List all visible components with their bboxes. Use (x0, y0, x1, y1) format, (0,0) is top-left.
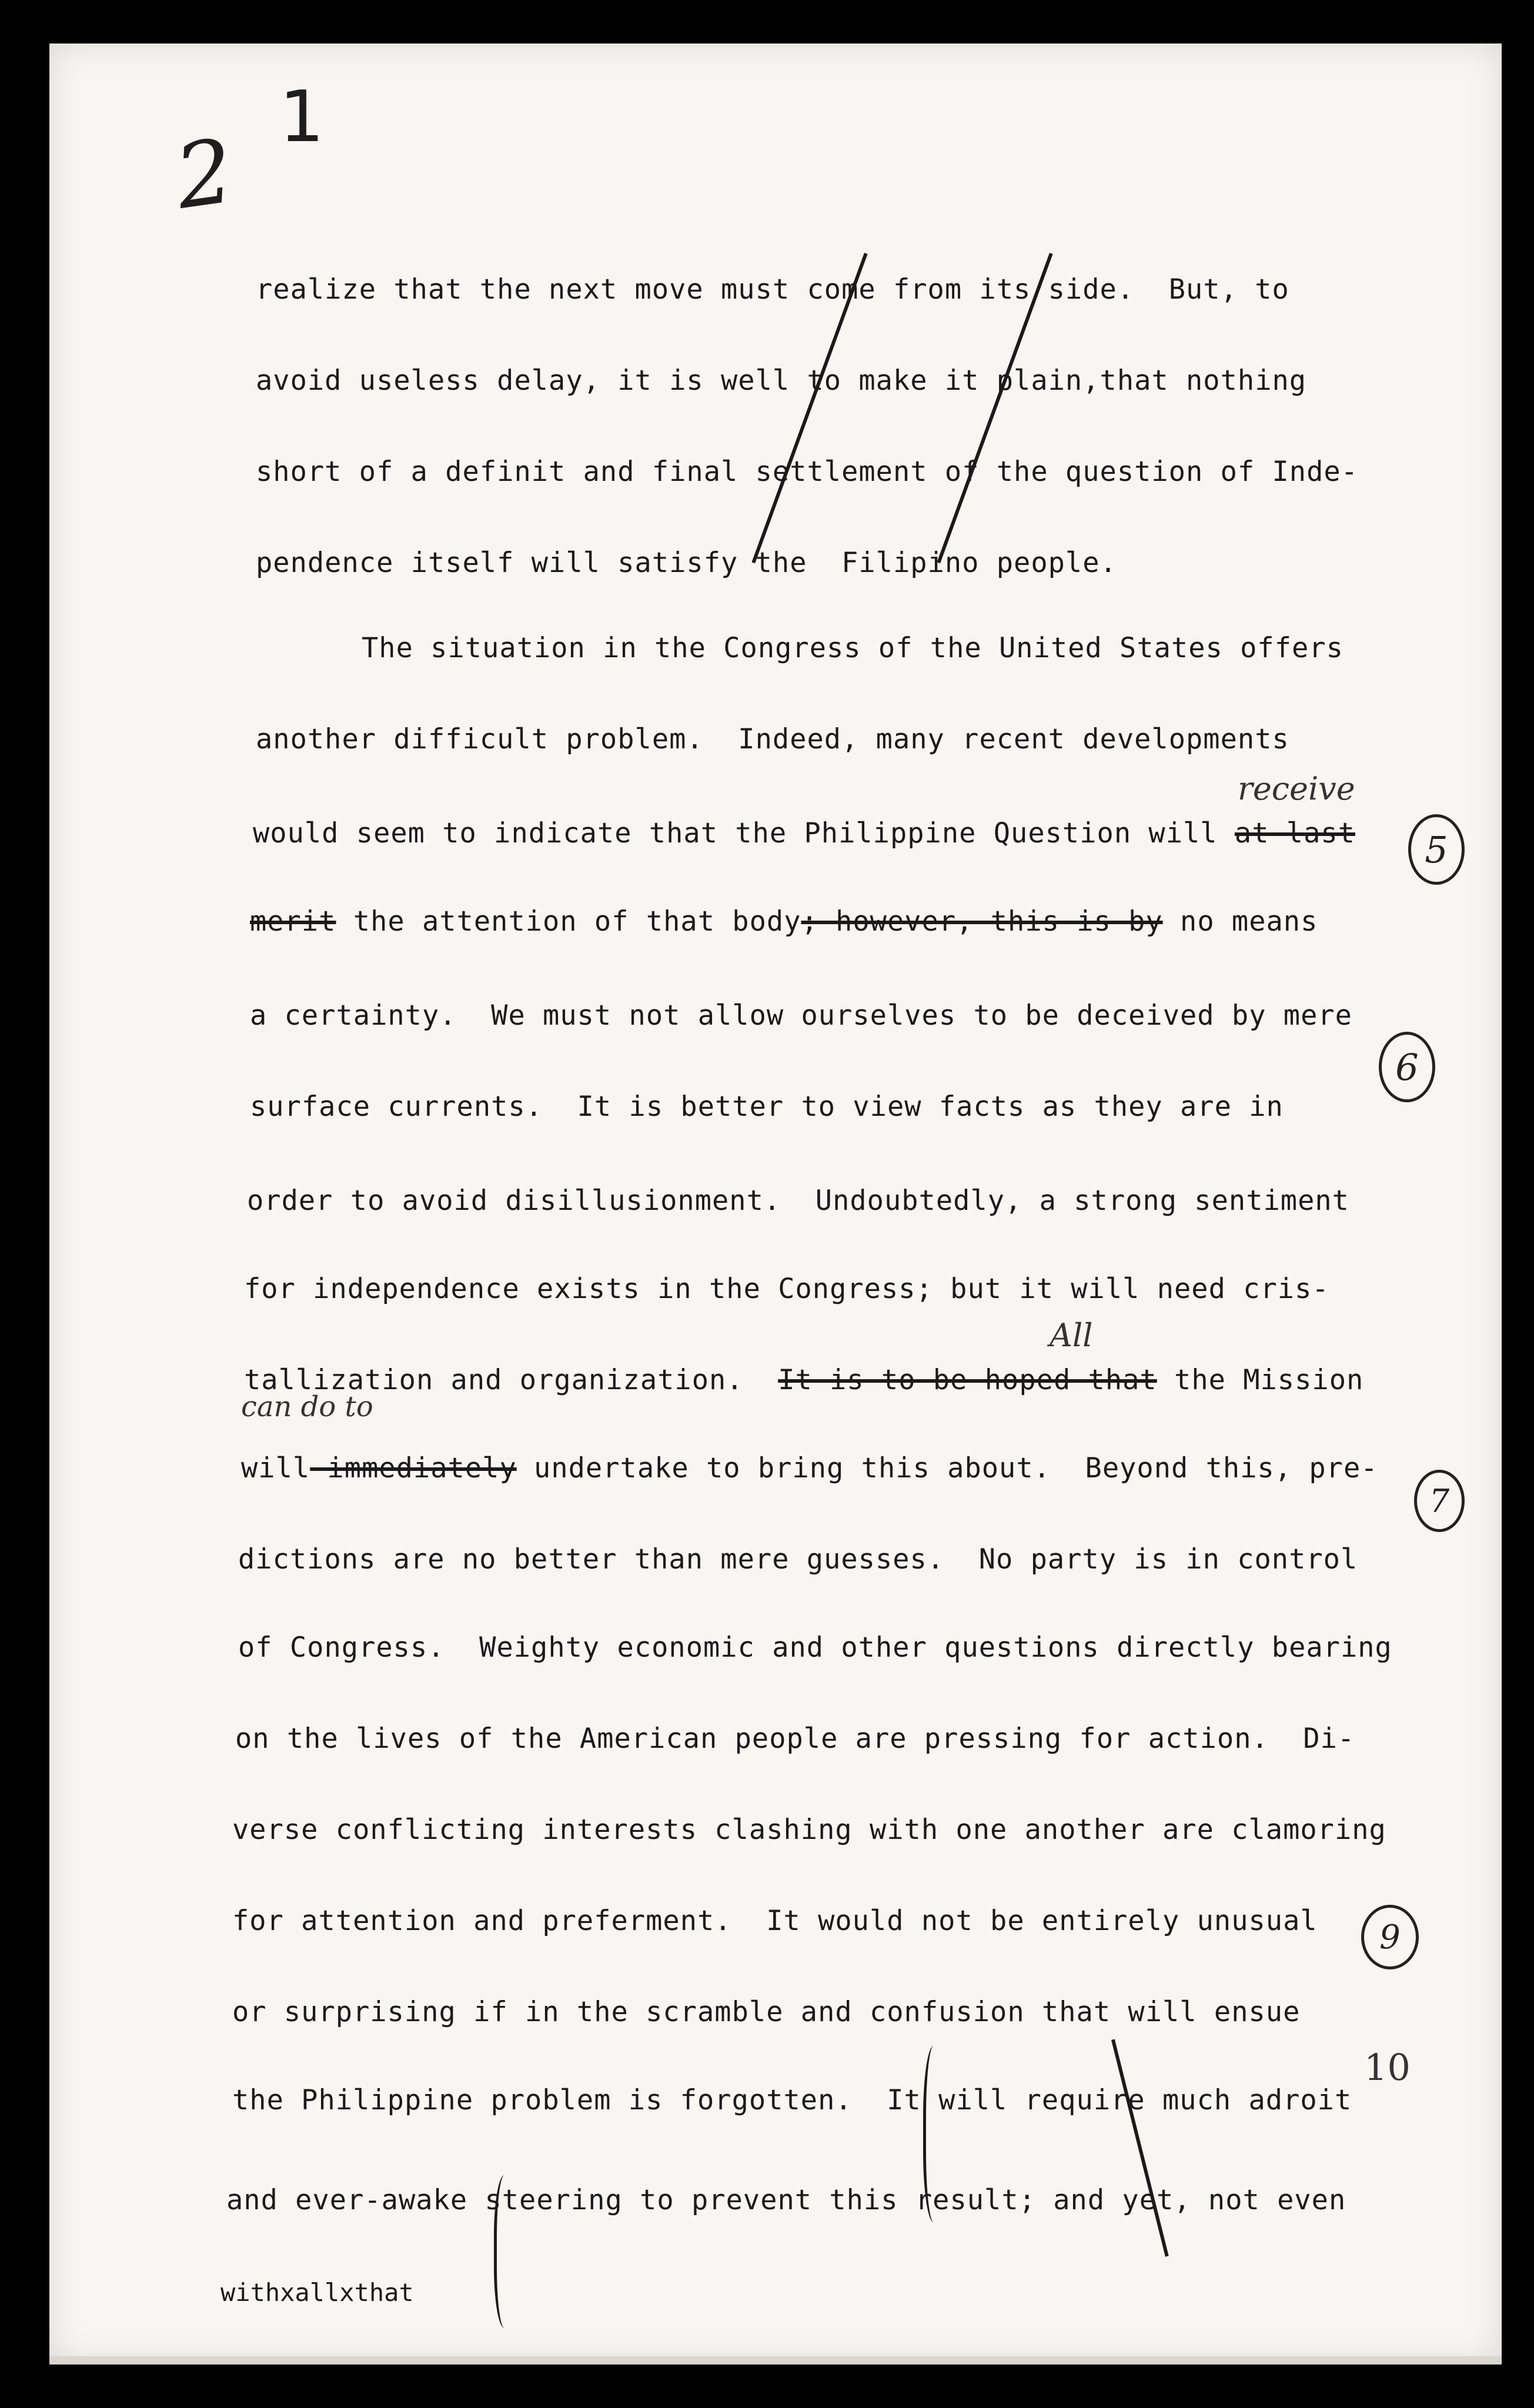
text-line-14-main: will (241, 1452, 310, 1484)
text-line-1: realize that the next move must come from its side. But, to (256, 273, 1289, 306)
struck-however: ; however, this is by (801, 905, 1163, 938)
inserted-receive: receive (1238, 770, 1355, 807)
text-line-11: order to avoid disillusionment. Undoubtedly, a strong sentiment (247, 1185, 1349, 1217)
struck-it-is-hoped: It is to be hoped that (778, 1364, 1157, 1396)
text-line-14-end: undertake to bring this about. Beyond this, pre- (534, 1452, 1378, 1484)
struck-footer-text: withxallxthat (220, 2278, 414, 2307)
inserted-can-do-to: can do to (241, 1390, 373, 1423)
text-line-13-end: the Mission (1174, 1364, 1364, 1396)
text-line-13-main: tallization and organization. (244, 1364, 744, 1396)
page-number: 1 (279, 76, 325, 158)
pen-bracket-1 (494, 2175, 520, 2328)
text-line-5: The situation in the Congress of the United States offers (362, 632, 1343, 664)
circled-number-9: 9 (1361, 1905, 1419, 1969)
text-line-7 (253, 817, 1355, 850)
struck-immediately: immediately (310, 1452, 517, 1484)
text-line-17: on the lives of the American people are pressing for action. Di- (235, 1723, 1355, 1755)
text-line-21: the Philippine problem is forgotten. It will require much adroit (232, 2084, 1352, 2116)
text-line-3: short of a definit and final settlement of the question of Inde- (256, 456, 1358, 488)
text-line-6: another difficult problem. Indeed, many recent developments (256, 723, 1289, 755)
text-line-9: a certainty. We must not allow ourselves to be deceived by mere (250, 999, 1352, 1032)
text-line-14 (241, 1452, 1378, 1484)
text-line-22: and ever-awake steering to prevent this result; and yet, not even (226, 2184, 1346, 2216)
circled-number-6: 6 (1379, 1032, 1435, 1102)
struck-merit: merit (250, 905, 336, 938)
handwritten-page-mark: 2 (169, 120, 240, 229)
pen-bracket-2 (923, 2046, 950, 2222)
text-line-18: verse conflicting interests clashing with one another are clamoring (232, 1814, 1386, 1846)
text-line-12: for independence exists in the Congress; but it will need cris- (244, 1273, 1329, 1305)
text-line-13 (244, 1364, 1363, 1396)
text-line-16: of Congress. Weighty economic and other questions directly bearing (238, 1631, 1392, 1664)
text-line-8 (250, 905, 1318, 938)
text-line-2: avoid useless delay, it is well to make it plain,that nothing (256, 364, 1307, 397)
text-line-8-end: no means (1180, 905, 1318, 938)
circled-number-5: 5 (1408, 814, 1465, 885)
text-line-10: surface currents. It is better to view facts as they are in (250, 1091, 1284, 1123)
circled-number-7: 7 (1414, 1470, 1465, 1532)
handwritten-number-10: 10 (1364, 2046, 1411, 2089)
text-line-4: pendence itself will satisfy the Filipino people. (256, 547, 1117, 579)
text-line-19: for attention and preferment. It would not be entirely unusual (232, 1905, 1318, 1937)
inserted-all: All (1050, 1317, 1093, 1354)
text-line-8-main: the attention of that body (353, 905, 801, 938)
text-line-15: dictions are no better than mere guesses. No party is in control (238, 1543, 1358, 1576)
text-line-20: or surprising if in the scramble and confusion that will ensue (232, 1996, 1301, 2028)
text-line-7-main: would seem to indicate that the Philippine Question will (253, 817, 1218, 850)
struck-at-last: at last (1234, 817, 1355, 850)
